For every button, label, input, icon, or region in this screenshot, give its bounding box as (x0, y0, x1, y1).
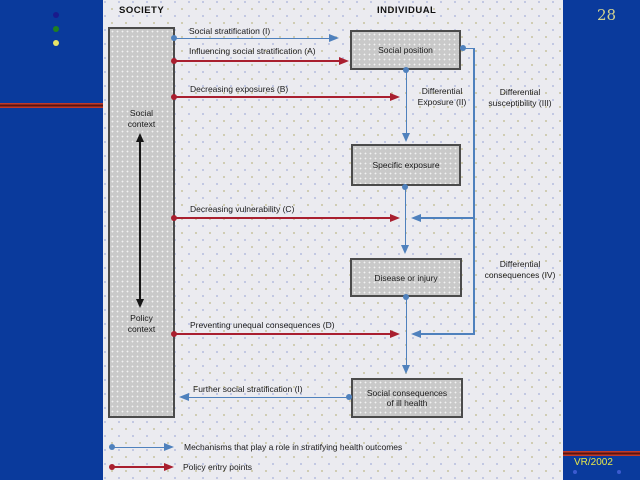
social-stratification-arrow (174, 38, 329, 40)
arrow-left-icon (411, 214, 421, 222)
social-context-label: Social context (127, 108, 156, 129)
further-stratification-arrow (189, 397, 349, 399)
bullet-navy-icon (53, 12, 59, 18)
influencing-label: Influencing social stratification (A) (189, 46, 316, 56)
further-stratification-label: Further social stratification (I) (193, 384, 303, 394)
flow-line-position-exposure (406, 70, 408, 133)
arrow-right-icon (390, 330, 400, 338)
decreasing-vulnerability-label: Decreasing vulnerability (C) (190, 204, 295, 214)
slide-canvas (103, 0, 563, 480)
header-society: SOCIETY (119, 5, 165, 16)
box-specific-exposure: Specific exposure (351, 144, 461, 186)
box-disease-or-injury: Disease or injury (350, 258, 462, 297)
legend-blue-line (112, 447, 164, 449)
box-social-position: Social position (350, 30, 461, 70)
arrow-right-icon (329, 34, 339, 42)
policy-context-label: Policy context (127, 313, 156, 334)
context-box (108, 27, 175, 418)
differential-susceptibility-label: Differential susceptibility (III) (488, 87, 552, 108)
decreasing-exposures-arrow (174, 96, 390, 98)
arrow-left-icon (411, 330, 421, 338)
flow-line-exposure-disease (405, 187, 407, 245)
arrow-right-icon (164, 463, 174, 471)
footer-label: VR/2002 (574, 457, 613, 468)
differential-consequences-label: Differential consequences (IV) (484, 259, 556, 280)
legend-red-line (112, 466, 164, 468)
influencing-arrow (174, 60, 339, 62)
bullet-yellow-icon (53, 40, 59, 46)
arrow-down-icon (402, 365, 410, 374)
arrow-down-icon (401, 245, 409, 254)
preventing-arrow (174, 333, 390, 335)
arrow-down-icon (402, 133, 410, 142)
legend-policy-label: Policy entry points (183, 462, 252, 472)
preventing-label: Preventing unequal consequences (D) (190, 320, 335, 330)
flow-line-disease-consequences (406, 297, 408, 365)
page-number: 28 (597, 6, 617, 24)
arrow-left-icon (179, 393, 189, 401)
arrow-up-icon (136, 133, 144, 142)
footer-dot-icon (617, 470, 621, 474)
left-accent-stripe (0, 103, 103, 108)
decreasing-vulnerability-arrow (174, 217, 390, 219)
header-individual: INDIVIDUAL (377, 5, 437, 16)
footer-dot-icon (573, 470, 577, 474)
arrow-right-icon (390, 93, 400, 101)
bracket-branch-upper (421, 217, 474, 219)
arrow-down-icon (136, 299, 144, 308)
arrow-right-icon (164, 443, 174, 451)
footer-accent-stripe (563, 451, 640, 456)
box-social-consequences: Social consequences of ill health (351, 378, 463, 418)
bracket-branch-lower (421, 333, 474, 335)
legend-mechanisms-label: Mechanisms that play a role in stratifying health outcomes (184, 442, 403, 452)
arrow-right-icon (390, 214, 400, 222)
bullet-green-icon (53, 26, 59, 32)
context-double-arrow-line (139, 141, 141, 301)
social-stratification-label: Social stratification (I) (189, 26, 271, 36)
decreasing-exposures-label: Decreasing exposures (B) (190, 84, 289, 94)
arrow-right-icon (339, 57, 349, 65)
differential-exposure-label: Differential Exposure (II) (417, 86, 467, 107)
